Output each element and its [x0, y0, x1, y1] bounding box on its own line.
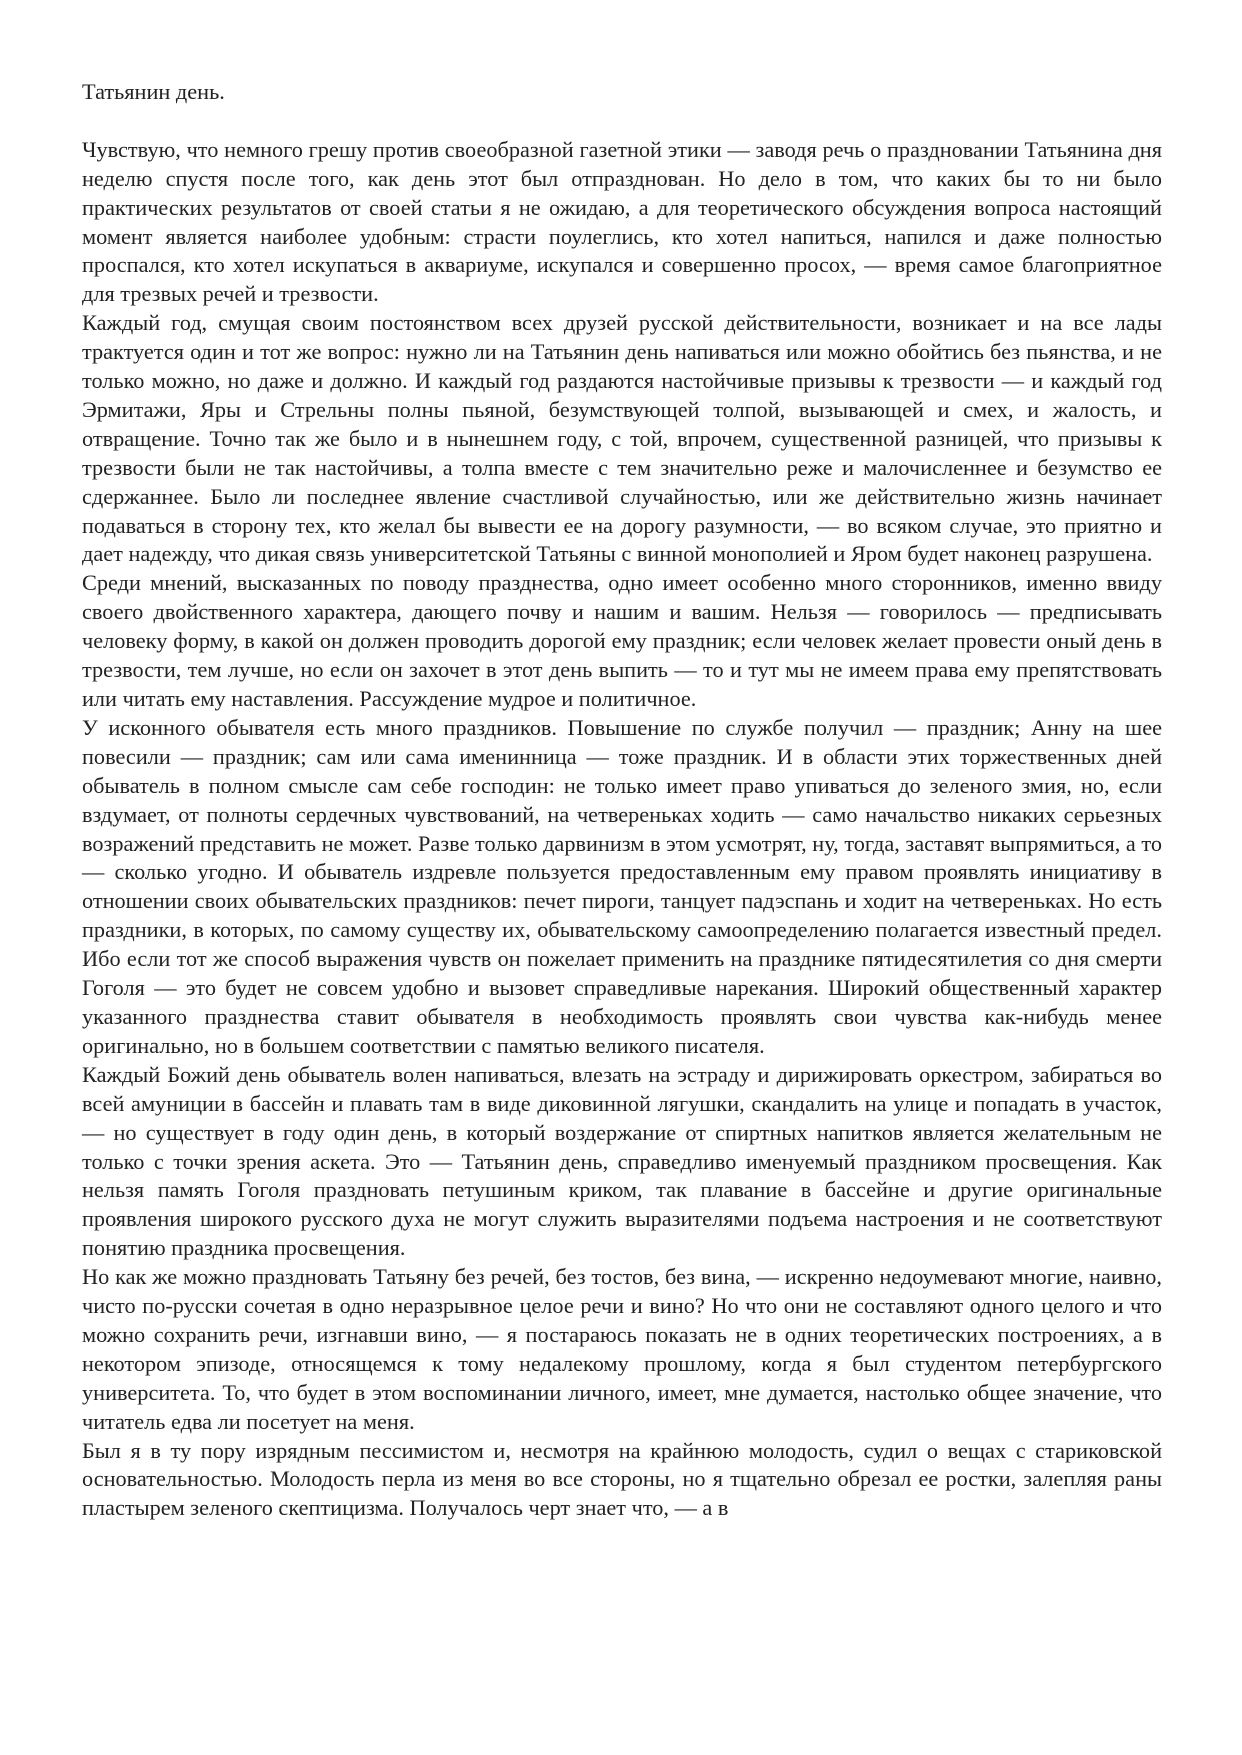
paragraph: Но как же можно праздновать Татьяну без речей, без тостов, без вина, — искренно недоумевают многие, наивно, чисто по-русски сочетая в одно неразрывное целое речи и вино? Но что они не составляют одного целого и что можно сохранить речи, изгнавши вино, — я постараюсь показать не в одних теоретических построениях, а в некотором эпизоде, относящемся к тому недалекому прошлому, когда я был студентом петербургского университета. То, что будет в этом воспоминании личного, имеет, мне думается, настолько общее значение, что читатель едва ли посетует на меня. — [82, 1264, 1162, 1434]
document-title: Татьянин день. — [82, 79, 225, 104]
paragraph: Среди мнений, высказанных по поводу празднества, одно имеет особенно много сторонников, именно ввиду своего двойственного характера, дающего почву и нашим и вашим. Нельзя — говорилось — предписывать человеку форму, в какой он должен проводить дорогой ему праздник; если человек желает провести оный день в трезвости, тем лучше, но если он захочет в этот день выпить — то и тут мы не имеем права ему препятствовать или читать ему наставления. Рассуждение мудрое и политичное. — [82, 570, 1162, 712]
paragraph: Был я в ту пору изрядным пессимистом и, несмотря на крайнюю молодость, судил о вещах с стариковской основательностью. Молодость перла из меня во все стороны, но я тщательно обрезал ее ростки, залепляя раны пластырем зеленого скептицизма. Получалось черт знает что, — а в — [82, 1437, 1162, 1521]
paragraph: У исконного обывателя есть много праздников. Повышение по службе получил — праздник; Анну на шее повесили — праздник; сам или сама именинница — тоже праздник. И в области этих торжественных дней обыватель в полном смысле сам себе господин: не только имеет право упиваться до зеленого змия, но, если вздумает, от полноты сердечных чувствований, на четвереньках ходить — само начальство никаких серьезных возражений представить не может. Разве только дарвинизм в этом усмотрят, ну, тогда, заставят выпрямиться, а то — сколько угодно. И обыватель издревле пользуется предоставленным ему правом проявлять инициативу в отношении своих обывательских праздников: печет пироги, танцует падэспань и ходит на четвереньках. Но есть праздники, в которых, по самому существу их, обывательскому самоопределению полагается известный предел. Ибо если тот же способ выражения чувств он пожелает применить на празднике пятидесятилетия со дня смерти Гоголя — это будет не совсем удобно и вызовет справедливые нарекания. Широкий общественный характер указанного празднества ставит обывателя в необходимость проявлять свои чувства как-нибудь менее оригинально, но в большем соответствии с памятью великого писателя. — [82, 714, 1162, 1058]
document-page — [82, 78, 1162, 1523]
paragraph: Каждый Божий день обыватель волен напиваться, влезать на эстраду и дирижировать оркестром, забираться во всей амуниции в бассейн и плавать там в виде диковинной лягушки, скандалить на улице и попадать в участок, — но существует в году один день, в который воздержание от спиртных напитков является желательным не только с точки зрения аскета. Это — Татьянин день, справедливо именуемый праздником просвещения. Как нельзя память Гоголя праздновать петушиным криком, так плавание в бассейне и другие оригинальные проявления широкого русского духа не могут служить выразителями подъема настроения и не соответствуют понятию праздника просвещения. — [82, 1061, 1162, 1261]
paragraph: Чувствую, что немного грешу против своеобразной газетной этики — заводя речь о праздновании Татьянина дня неделю спустя после того, как день этот был отпразднован. Но дело в том, что каких бы то ни было практических результатов от своей статьи я не ожидаю, а для теоретического обсуждения вопроса настоящий момент является наиболее удобным: страсти поулеглись, кто хотел напиться, напился и даже полностью проспался, кто хотел искупаться в аквариуме, искупался и совершенно просох, — время самое благоприятное для трезвых речей и трезвости. — [82, 136, 1162, 307]
paragraph: Каждый год, смущая своим постоянством всех друзей русской действительности, возникает и на все лады трактуется один и тот же вопрос: нужно ли на Татьянин день напиваться или можно обойтись без пьянства, и не только можно, но даже и должно. И каждый год раздаются настойчивые призывы к трезвости — и каждый год Эрмитажи, Яры и Стрельны полны пьяной, безумствующей толпой, вызывающей и смех, и жалость, и отвращение. Точно так же было и в нынешнем году, с той, впрочем, существенной разницей, что призывы к трезвости были не так настойчивы, а толпа вместе с тем значительно реже и малочисленнее и безумство ее сдержаннее. Было ли последнее явление счастливой случайностью, или же действительно жизнь начинает подаваться в сторону тех, кто желал бы вывести ее на дорогу разумности, — во всяком случае, это приятно и дает надежду, что дикая связь университетской Татьяны с винной монополией и Яром будет наконец разрушена. — [82, 310, 1162, 567]
